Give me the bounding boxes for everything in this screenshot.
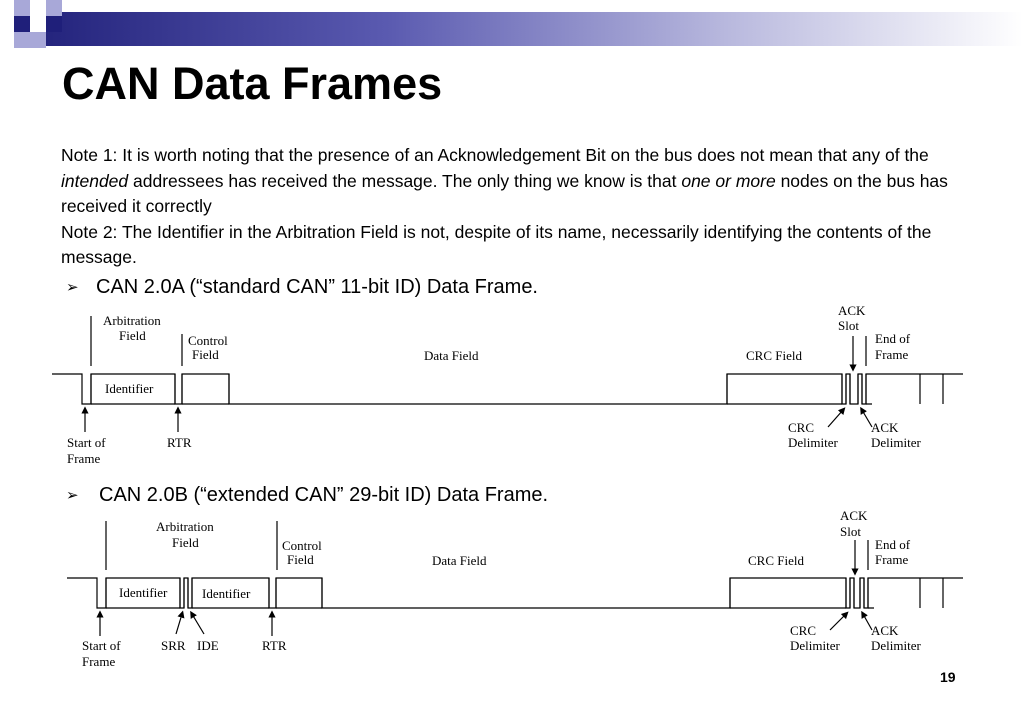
note-1: Note 1: It is worth noting that the presence of an Acknowledgement Bit on the bus does not mean that any of the intended addressees has received the message. The only thing we know is that one or more nodes on the bus has received it correctly	[61, 145, 948, 216]
frame-b-eof-label-2: Frame	[875, 552, 909, 567]
bullet-extended-can: ➢ CAN 2.0B (“extended CAN” 29-bit ID) Data Frame.	[66, 484, 549, 506]
frame-a-crc-delim-label-2: Delimiter	[788, 435, 838, 450]
frame-b-ack-delim-label-2: Delimiter	[871, 638, 921, 653]
frame-b-ack-slot-label: ACK	[840, 508, 868, 523]
frame-b-sof-label-2: Frame	[82, 654, 116, 669]
frame-b-srr-arrow	[176, 614, 182, 634]
frame-a-crc-field-label: CRC Field	[746, 348, 802, 363]
frame-b-control-label-2: Field	[287, 552, 314, 567]
frame-a-dividers	[91, 374, 943, 404]
frame-a-sof-label: Start of	[67, 435, 106, 450]
frame-b-identifier-1-label: Identifier	[119, 585, 168, 600]
bullet-arrow-icon: ➢	[66, 279, 79, 296]
bullet-arrow-icon: ➢	[66, 487, 79, 504]
frame-b-labels	[82, 508, 921, 669]
frame-b-extended	[67, 521, 963, 636]
frame-b-ack-slot-label-2: Slot	[840, 524, 861, 539]
frame-b-crc-delim-arrow	[830, 614, 846, 630]
frame-a-ack-slot-label-2: Slot	[838, 318, 859, 333]
frame-b-data-field-label: Data Field	[432, 553, 487, 568]
frame-a-identifier-label: Identifier	[105, 381, 154, 396]
frame-a-control-label-2: Field	[192, 347, 219, 362]
frame-a-crc-delim-arrow	[828, 410, 843, 427]
frame-a-waveform	[52, 374, 963, 404]
frame-a-labels	[67, 303, 921, 466]
frame-b-identifier-2-label: Identifier	[202, 586, 251, 601]
frame-b-control-label: Control	[282, 538, 322, 553]
frame-a-data-field-label: Data Field	[424, 348, 479, 363]
frame-a-ack-delim-label: ACK	[871, 420, 899, 435]
frame-b-arbitration-label: Arbitration	[156, 519, 214, 534]
slide-title: CAN Data Frames	[62, 58, 443, 109]
frame-b-crc-delim-label-2: Delimiter	[790, 638, 840, 653]
frame-a-ack-delim-label-2: Delimiter	[871, 435, 921, 450]
frame-a-control-label: Control	[188, 333, 228, 348]
frame-b-crc-delim-label: CRC	[790, 623, 817, 638]
frame-a-arbitration-label: Arbitration	[103, 313, 161, 328]
frame-b-eof-label: End of	[875, 537, 911, 552]
frame-a-crc-delim-label: CRC	[788, 420, 815, 435]
frame-a-eof-label: End of	[875, 331, 911, 346]
frame-b-ack-delim-label: ACK	[871, 623, 899, 638]
frame-b-srr-label: SRR	[161, 638, 186, 653]
frame-a-eof-label-2: Frame	[875, 347, 909, 362]
frame-a-sof-label-2: Frame	[67, 451, 101, 466]
frame-b-rtr-label: RTR	[262, 638, 287, 653]
frame-b-crc-field-label: CRC Field	[748, 553, 804, 568]
bullet-standard-can: ➢ CAN 2.0A (“standard CAN” 11-bit ID) Data Frame.	[66, 276, 538, 298]
frame-b-ide-arrow	[192, 614, 204, 634]
frame-a-rtr-label: RTR	[167, 435, 192, 450]
note-2: Note 2: The Identifier in the Arbitration Field is not, despite of its name, necessarily identifying the contents of the message.	[61, 221, 932, 267]
page-number: 19	[940, 669, 956, 685]
frame-a-ack-slot-label: ACK	[838, 303, 866, 318]
frame-b-ide-label: IDE	[197, 638, 219, 653]
frame-b-arbitration-label-2: Field	[172, 535, 199, 550]
frame-a-arbitration-label-2: Field	[119, 328, 146, 343]
frame-b-sof-label: Start of	[82, 638, 121, 653]
